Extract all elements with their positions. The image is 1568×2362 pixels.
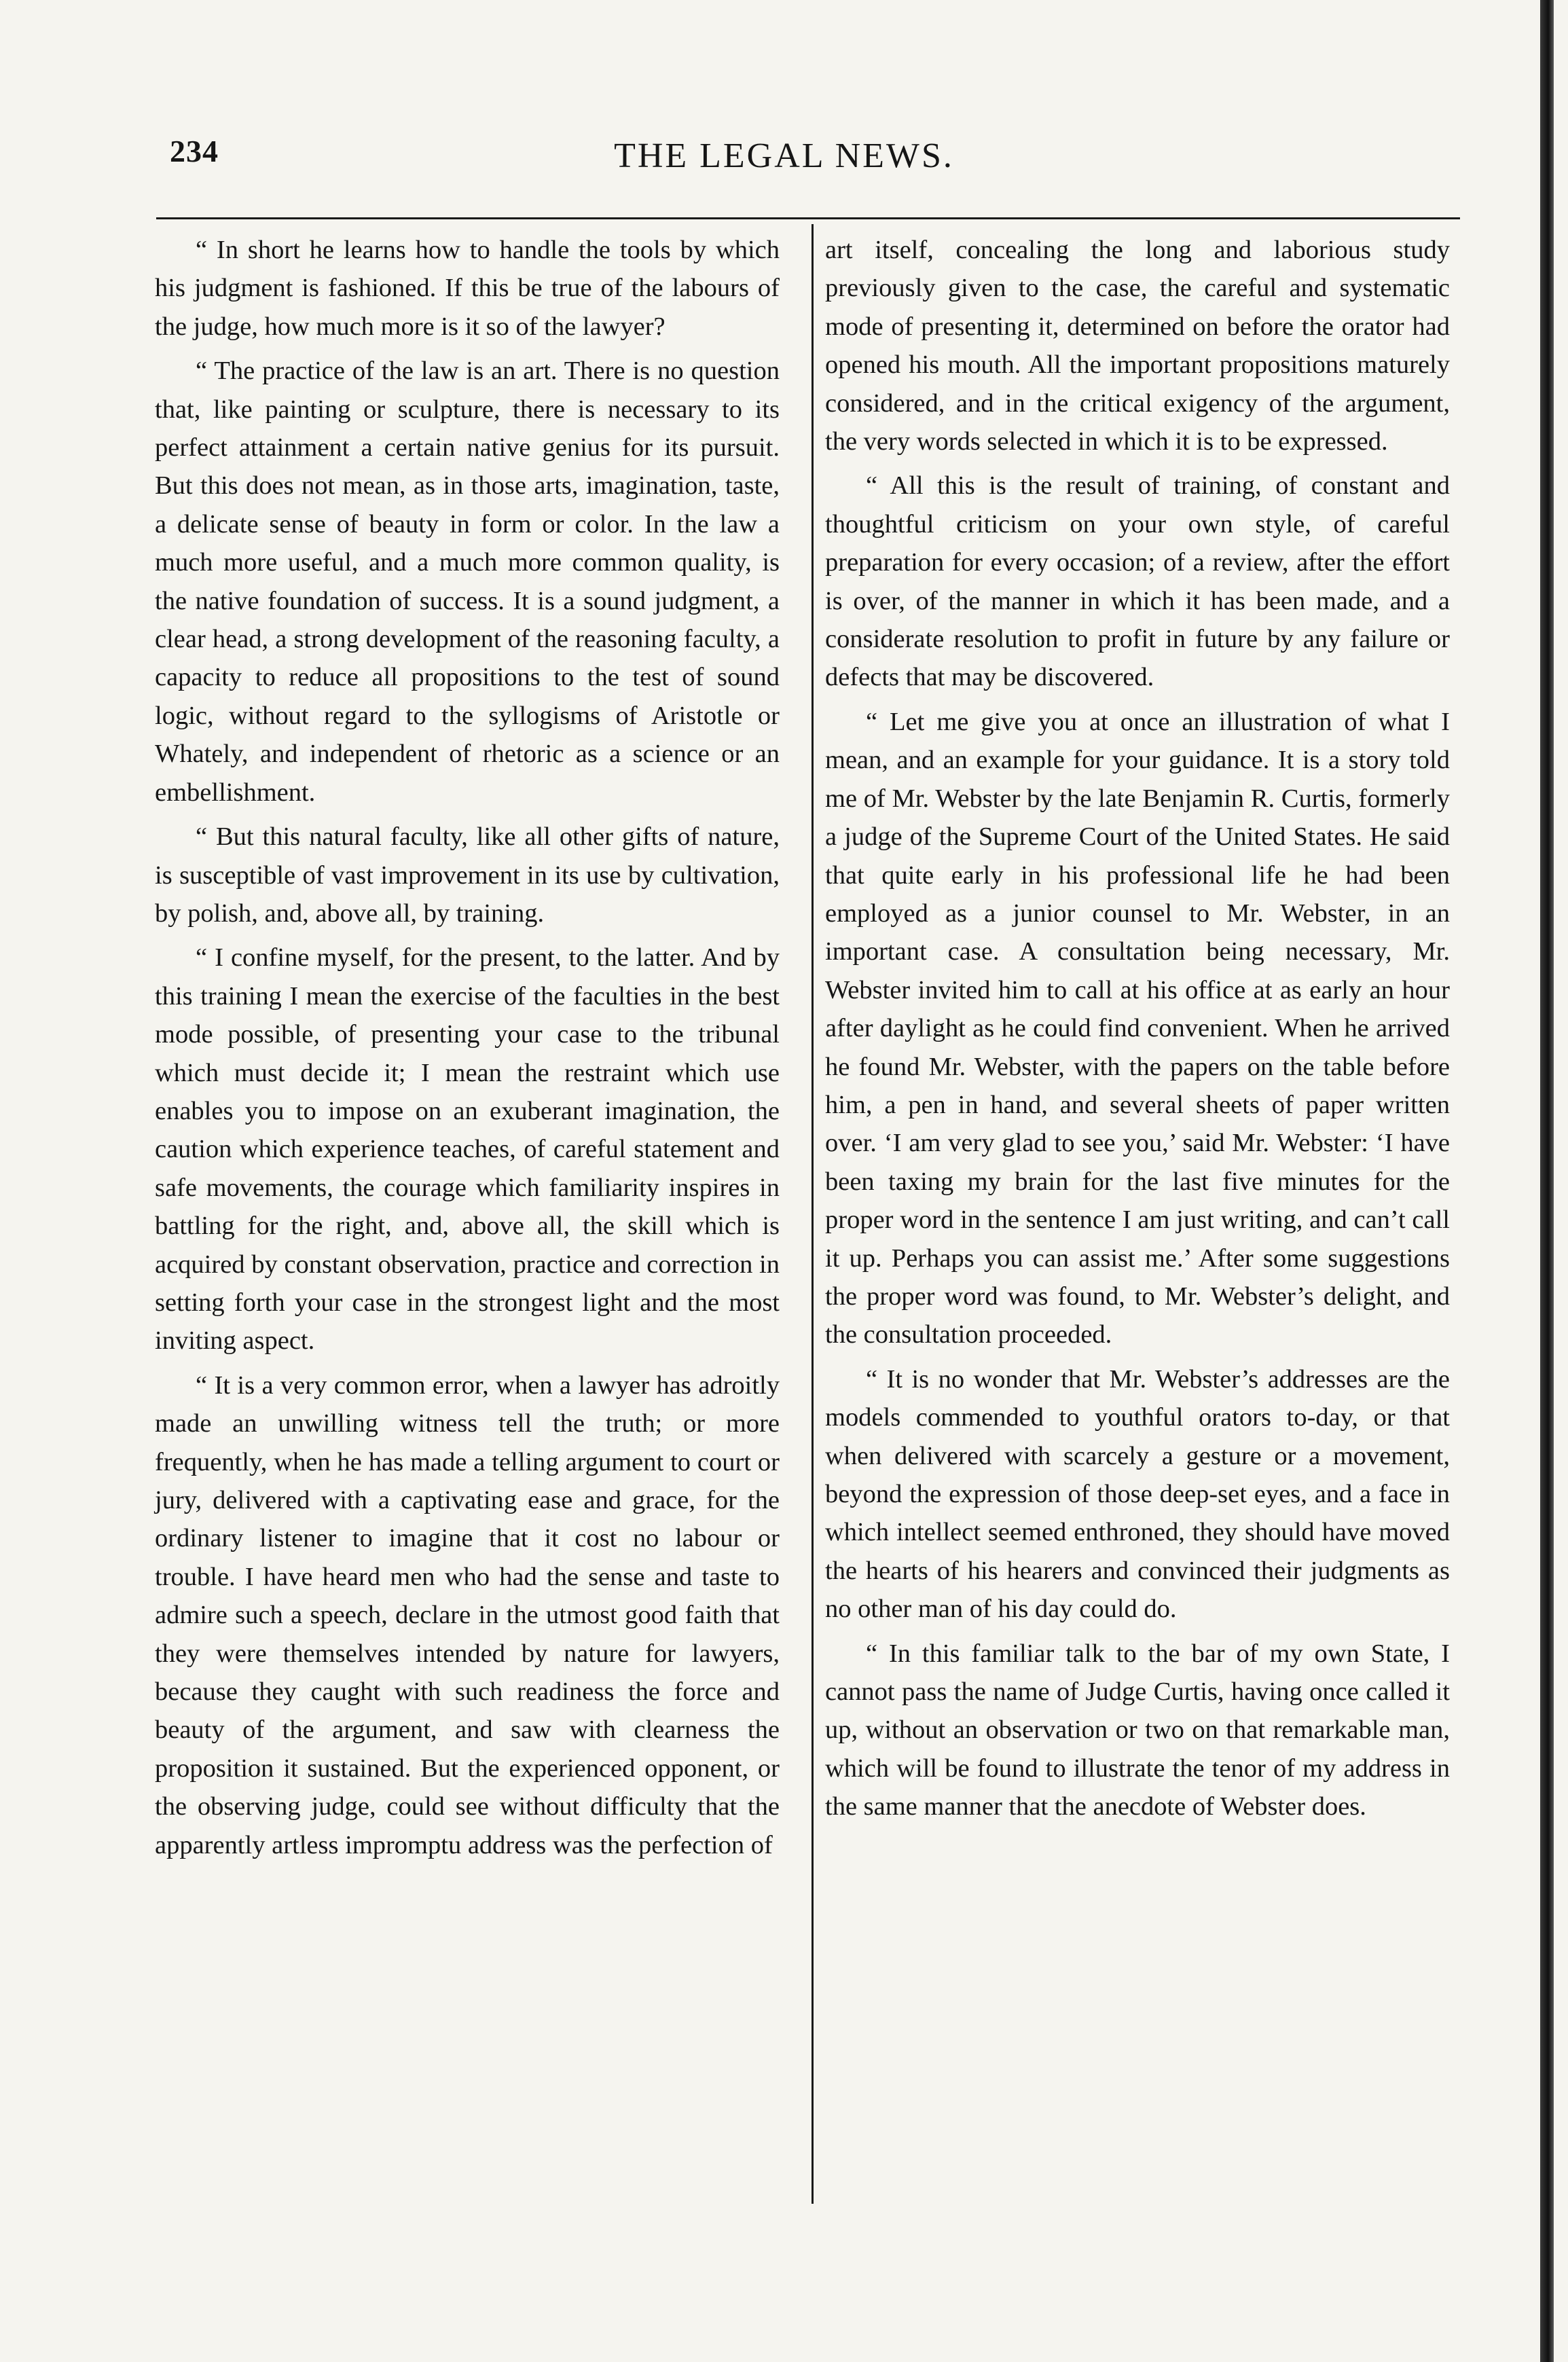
paragraph-continued: art itself, concealing the long and laborious study previously given to the case, the careful and systematic mode of presenting it, determined on before the orator had opened his mouth. All the important propositions maturely considered, and in the critical exigency of the argument, the very words selected in which it is to be expressed.	[825, 236, 1450, 456]
paragraph: “ The practice of the law is an art. There is no question that, like painting or sculpture, there is necessary to its perfect attainment a certain native genius for its pursuit. But this does not mean, as in those arts, imagination, taste, a delicate sense of beauty in form or color. In the law a much more useful, and a much more common quality, is the native foundation of success. It is a sound judgment, a clear head, a strong development of the reasoning faculty, a capacity to reduce all propositions to the test of sound logic, without regard to the syllogisms of Aristotle or Whately, and independent of rhetoric as a science or an embellishment.	[155, 357, 780, 807]
header-rule	[156, 217, 1460, 219]
page-number: 234	[170, 134, 219, 168]
paragraph: “ I confine myself, for the present, to the latter. And by this training I mean the exercise of the faculties in the best mode possible, of presenting your case to the tribunal which must decide it; I mean the restraint which use enables you to impose on an exuberant imagination, the caution which experience teaches, of careful statement and safe movements, the courage which familiarity inspires in battling for the right, and, above all, the skill which is acquired by constant observation, practice and correction in setting forth your case in the strongest light and the most inviting aspect.	[155, 943, 780, 1356]
paragraph: “ It is no wonder that Mr. Webster’s addresses are the models commended to youthful orators to-day, or that when delivered with scarcely a gesture or a movement, beyond the expression of those deep-set eyes, and a face in which intellect seemed enthroned, they should have moved the hearts of his hearers and convinced their judgments as no other man of his day could do.	[825, 1364, 1450, 1624]
paragraph: “ Let me give you at once an illustration of what I mean, and an example for your guidance. It is a story told me of Mr. Webster by the late Benjamin R. Curtis, formerly a judge of the Supreme Court of the United States. He said that quite early in his professional life he had been employed as a junior counsel to Mr. Webster, in an important case. A consultation being necessary, Mr. Webster invited him to call at his office at as early an hour after daylight as he could find convenient. When he arrived he found Mr. Webster, with the papers on the table before him, a pen in hand, and several sheets of paper written over. ‘I am very glad to see you,’ said Mr. Webster: ‘I have been taxing my brain for the last five minutes for the proper word in the sentence I am just writing, and can’t call it up. Perhaps you can assist me.’ After some suggestions the proper word was found, to Mr. Webster’s delight, and the consultation proceeded.	[825, 707, 1450, 1349]
paragraph: “ In short he learns how to handle the tools by which his judgment is fashioned. If this be true of the labours of the judge, how much more is it so of the lawyer?	[155, 236, 780, 341]
scanned-page-edge	[1540, 0, 1554, 2362]
paragraph: “ All this is the result of training, of constant and thoughtful criticism on your own style, of careful preparation for every occasion; of a review, after the effort is over, of the manner in which it has been made, and a considerate resolution to profit in future by any failure or defects that may be discovered.	[825, 471, 1450, 692]
paragraph: “ But this natural faculty, like all other gifts of nature, is susceptible of vast improvement in its use by cultivation, by polish, and, above all, by training.	[155, 822, 780, 928]
running-title: THE LEGAL NEWS.	[614, 137, 954, 175]
column-divider	[812, 224, 814, 2204]
paragraph: “ It is a very common error, when a lawyer has adroitly made an unwilling witness tell the truth; or more frequently, when he has made a telling argument to court or jury, delivered with a captivating ease and grace, for the ordinary listener to imagine that it cost no labour or trouble. I have heard men who had the sense and taste to admire such a speech, declare in the utmost good faith that they were themselves intended by nature for lawyers, because they caught with such readiness the force and beauty of the argument, and saw with clearness the proposition it sustained. But the experienced opponent, or the observing judge, could see without difficulty that the apparently artless impromptu address was the perfection of	[155, 1370, 780, 1859]
left-column	[155, 231, 780, 1870]
right-column	[825, 231, 1450, 1832]
paragraph: “ In this familiar talk to the bar of my own State, I cannot pass the name of Judge Curtis, having once called it up, without an observation or two on that remarkable man, which will be found to illustrate the tenor of my address in the same manner that the anecdote of Webster does.	[825, 1639, 1450, 1821]
